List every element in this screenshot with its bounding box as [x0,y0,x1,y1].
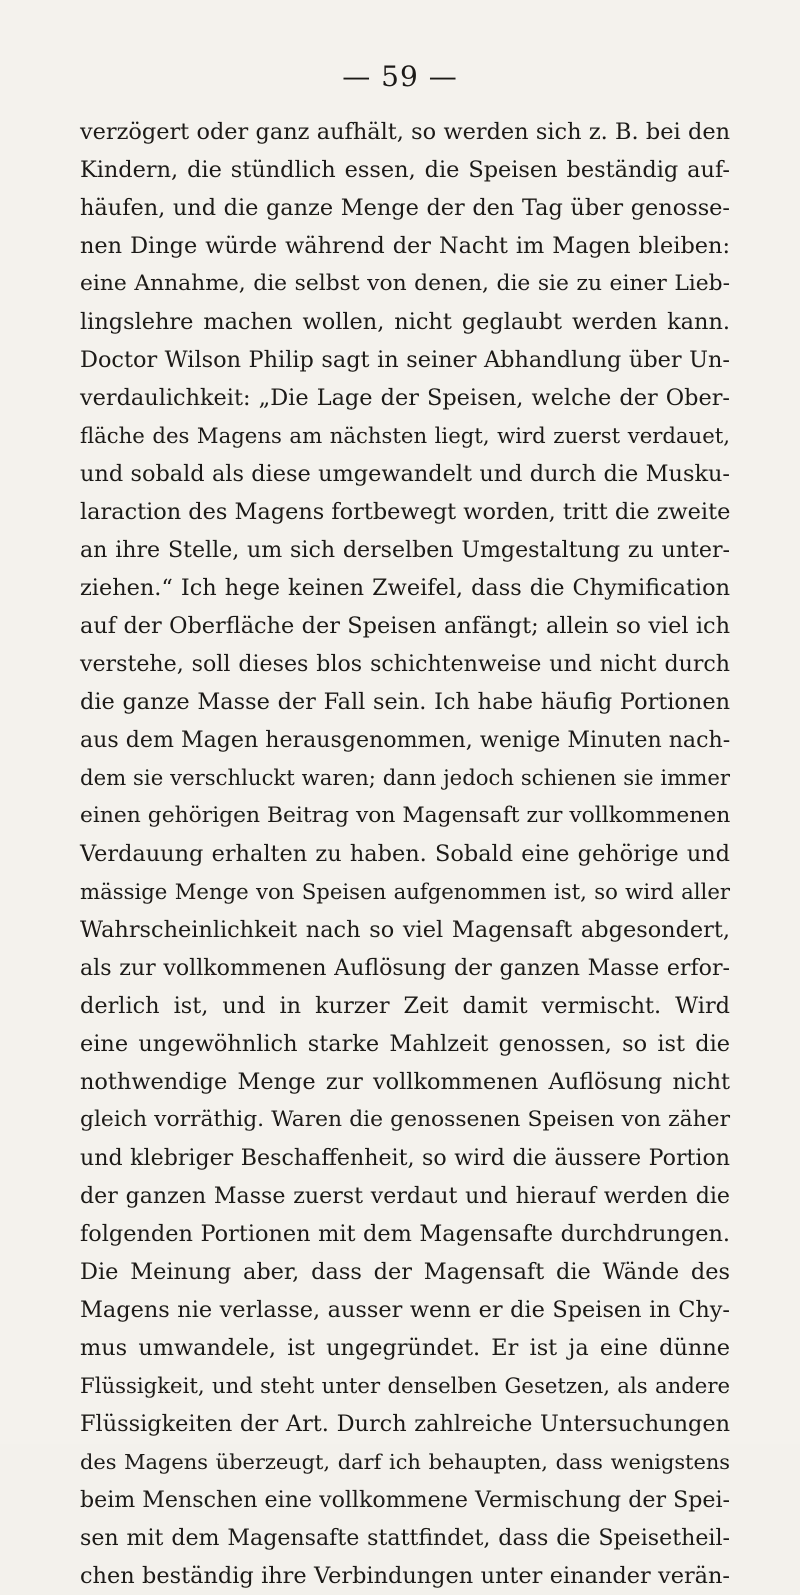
text-line: aus dem Magen herausgenommen, wenige Minuten nach- [80,727,731,753]
text-line: nen Dinge würde während der Nacht im Magen bleiben: [80,233,730,259]
text-line: verzögert oder ganz aufhält, so werden sich z. B. bei den [80,119,730,145]
text-line: des Magens überzeugt, darf ich behaupten, dass wenigstens [80,1450,730,1474]
text-line: und sobald als diese umgewandelt und durch die Musku- [80,461,730,487]
text-line: mässige Menge von Speisen aufgenommen ist, so wird aller [80,879,730,904]
text-line: Magens nie verlasse, ausser wenn er die Speisen in Chy- [80,1297,730,1323]
text-line: Die Meinung aber, dass der Magensaft die Wände des [80,1259,730,1285]
text-line: verdaulichkeit: „Die Lage der Speisen, welche der Ober- [80,385,730,411]
text-line: eine Annahme, die selbst von denen, die sie zu einer Lieb- [80,271,730,296]
text-line: auf der Oberfläche der Speisen anfängt; allein so viel ich [80,613,730,639]
text-line: gleich vorräthig. Waren die genossenen Speisen von zäher [80,1107,730,1132]
text-line: Kindern, die stündlich essen, die Speisen beständig auf- [80,157,730,183]
text-line: Doctor Wilson Philip sagt in seiner Abhandlung über Un- [80,347,730,373]
text-line: Flüssigkeiten der Art. Durch zahlreiche Untersuchungen [80,1411,730,1437]
body-text [80,113,730,1595]
text-line: einen gehörigen Beitrag von Magensaft zur vollkommenen [80,803,731,828]
text-line: eine ungewöhnlich starke Mahlzeit genossen, so ist die [80,1031,730,1057]
text-line: der ganzen Masse zuerst verdaut und hierauf werden die [80,1183,730,1209]
text-line: laraction des Magens fortbewegt worden, tritt die zweite [80,499,731,525]
text-line: folgenden Portionen mit dem Magensafte durchdrungen. [80,1221,730,1247]
text-line: Wahrscheinlichkeit nach so viel Magensaft abgesondert, [80,917,730,943]
text-line: sen mit dem Magensafte stattfindet, dass die Speisetheil- [80,1525,730,1551]
text-line: chen beständig ihre Verbindungen unter einander verän- [80,1563,730,1589]
text-line: Verdauung erhalten zu haben. Sobald eine gehörige und [80,841,730,867]
text-line: nothwendige Menge zur vollkommenen Auflösung nicht [80,1069,730,1095]
text-line: dem sie verschluckt waren; dann jedoch schienen sie immer [80,765,730,790]
text-line: und klebriger Beschaffenheit, so wird die äussere Portion [80,1145,730,1171]
text-line: lingslehre machen wollen, nicht geglaubt werden kann. [80,309,730,335]
text-line: an ihre Stelle, um sich derselben Umgestaltung zu unter- [80,537,730,563]
text-line: verstehe, soll dieses blos schichtenweise und nicht durch [80,651,730,677]
text-line: die ganze Masse der Fall sein. Ich habe häufig Portionen [80,689,730,715]
text-line: mus umwandele, ist ungegründet. Er ist ja eine dünne [80,1335,730,1361]
text-line: Flüssigkeit, und steht unter denselben Gesetzen, als andere [80,1373,730,1398]
text-line: beim Menschen eine vollkommene Vermischung der Spei- [80,1487,730,1513]
page-number-header: — 59 — [342,60,458,93]
text-line: ziehen.“ Ich hege keinen Zweifel, dass die Chymification [80,575,730,601]
text-line: derlich ist, und in kurzer Zeit damit vermischt. Wird [80,993,730,1019]
text-line: häufen, und die ganze Menge der den Tag über genosse- [80,195,730,221]
text-line: als zur vollkommenen Auflösung der ganzen Masse erfor- [80,955,730,981]
text-line: fläche des Magens am nächsten liegt, wird zuerst verdauet, [80,423,730,448]
